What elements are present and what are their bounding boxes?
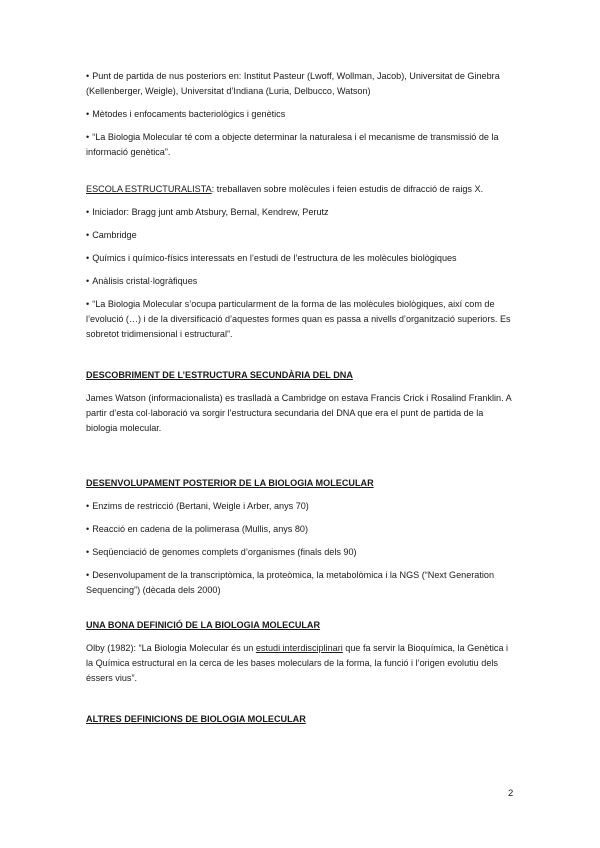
dna-structure-heading: DESCOBRIMENT DE L’ESTRUCTURA SECUNDÀRIA DEL DNA [86, 370, 353, 380]
development-bullet-omics: • Desenvolupament de la transcriptòmica, la proteòmica, la metabolòmica i la NGS (“Next Generation Sequencing”) (dècada dels 2000) [86, 568, 516, 598]
structuralist-bullet-initiator: • Iniciador: Bragg junt amb Atsbury, Bernal, Kendrew, Perutz [86, 205, 516, 220]
page-number: 2 [508, 788, 514, 799]
structuralist-bullet-crystallography: • Anàlisis cristal·logràfiques [86, 274, 516, 289]
structuralist-paragraph [86, 182, 516, 197]
development-bullet-genome-sequencing: • Seqüenciació de genomes complets d’organismes (finals dels 90) [86, 545, 516, 560]
structuralist-bullet-quote: • “La Biologia Molecular s’ocupa particularment de la forma de las molècules biològiques, així com de l’evolució (…) i de la diversificació d’aquestes formes quan es passa a nivells d’organització superiors. Es sobretot tridimensional i estructural”. [86, 297, 516, 342]
good-definition-heading: UNA BONA DEFINICIÓ DE LA BIOLOGIA MOLECULAR [86, 620, 321, 630]
bullet-informational-quote: • “La Biologia Molecular té com a objecte determinar la naturalesa i el mecanisme de transmissió de la informació genètica”. [86, 130, 516, 160]
bullet-origin-institutions: • Punt de partida de nus posteriors en: Institut Pasteur (Lwoff, Wollman, Jacob), Universitat de Ginebra (Kellenberger, Weigle), Universitat d’Indiana (Luria, Delbucco, Watson) [86, 69, 516, 99]
other-definitions-heading: ALTRES DEFINICIONS DE BIOLOGIA MOLECULAR [86, 714, 306, 724]
structuralist-heading: ESCOLA ESTRUCTURALISTA [86, 184, 212, 194]
structuralist-bullet-chemists: • Químics i químico-físics interessats en l’estudi de l’estructura de les molècules biològiques [86, 251, 516, 266]
page-content [86, 69, 516, 735]
bullet-methods: • Mètodes i enfocaments bacteriològics i genètics [86, 107, 516, 122]
structuralist-intro: : treballaven sobre molècules i feien estudis de difracció de raigs X. [211, 184, 484, 194]
olby-definition-start: Olby (1982): “La Biologia Molecular és un [86, 643, 256, 653]
interdisciplinary-study-link[interactable]: estudi interdisciplinari [255, 643, 343, 653]
later-development-heading: DESENVOLUPAMENT POSTERIOR DE LA BIOLOGIA MOLECULAR [86, 478, 374, 488]
development-bullet-restriction-enzymes: • Enzims de restricció (Bertani, Weigle i Arber, anys 70) [86, 499, 516, 514]
development-bullet-pcr: • Reacció en cadena de la polimerasa (Mullis, anys 80) [86, 522, 516, 537]
structuralist-bullet-cambridge: • Cambridge [86, 228, 516, 243]
dna-structure-text: James Watson (informacionalista) es traslladà a Cambridge on estava Francis Crick i Rosalind Franklin. A partir d’esta col·laboració va sorgir l’estructura secundaria del DNA que era el punt de partida de la biologia molecular. [86, 393, 512, 433]
olby-definition [86, 641, 516, 686]
olby-definition-end: que fa servir la Bioquímica, la Genètica i la Química estructural en la cerca de les bases moleculars de la forma, la funció i l’origen evolutiu dels éssers vius”. [86, 643, 509, 683]
